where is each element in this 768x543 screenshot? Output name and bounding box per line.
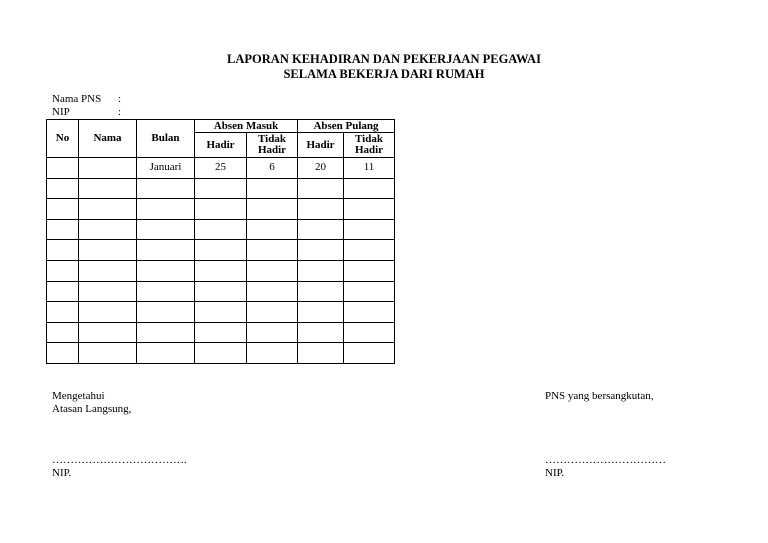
table-cell (195, 260, 247, 281)
header-nama: Nama (79, 120, 137, 158)
table-row (47, 199, 395, 220)
left-signature-dots: ………………………………. (52, 454, 187, 466)
table-cell (298, 178, 344, 199)
table-cell (344, 322, 395, 343)
attendance-table (46, 119, 395, 364)
nama-pns-colon: : (118, 93, 122, 105)
table-cell: 20 (298, 158, 344, 179)
table-cell (79, 322, 137, 343)
table-cell (79, 302, 137, 323)
table-cell (298, 260, 344, 281)
table-cell (137, 199, 195, 220)
table-cell (195, 199, 247, 220)
table-cell (344, 260, 395, 281)
table-cell (247, 219, 298, 240)
nama-pns-label: Nama PNS (52, 93, 102, 105)
table-cell (344, 240, 395, 261)
mengetahui-label: Mengetahui (52, 390, 105, 402)
signature-left-line (52, 454, 187, 480)
table-cell (79, 178, 137, 199)
table-row (47, 322, 395, 343)
table-cell (298, 240, 344, 261)
employee-info (52, 93, 121, 119)
table-cell: Januari (137, 158, 195, 179)
table-row (47, 178, 395, 199)
table-cell (79, 343, 137, 364)
table-cell (298, 302, 344, 323)
table-cell (247, 302, 298, 323)
header-masuk-hadir: Hadir (195, 133, 247, 158)
table-cell (137, 343, 195, 364)
table-cell (47, 158, 79, 179)
nama-pns-row (52, 93, 121, 106)
table-cell (298, 322, 344, 343)
signature-left (52, 390, 131, 416)
table-cell (47, 260, 79, 281)
table-cell (247, 281, 298, 302)
table-cell (298, 343, 344, 364)
table-cell (137, 302, 195, 323)
signature-right (545, 390, 653, 403)
table-cell (47, 302, 79, 323)
header-pulang-tidak-hadir: Tidak Hadir (344, 133, 395, 158)
table-cell (344, 178, 395, 199)
nip-row (52, 106, 121, 119)
table-cell (195, 281, 247, 302)
report-title (0, 52, 768, 82)
header-absen-masuk: Absen Masuk (195, 120, 298, 133)
table-cell (344, 343, 395, 364)
right-nip-label: NIP. (545, 467, 565, 479)
header-pulang-hadir: Hadir (298, 133, 344, 158)
table-cell (79, 199, 137, 220)
table-cell (137, 240, 195, 261)
table-cell (137, 281, 195, 302)
table-cell (298, 219, 344, 240)
title-line-1: LAPORAN KEHADIRAN DAN PEKERJAAN PEGAWAI (227, 52, 541, 66)
table-row (47, 219, 395, 240)
table-row (47, 240, 395, 261)
table-cell (195, 322, 247, 343)
table-cell (47, 281, 79, 302)
table-cell (344, 199, 395, 220)
header-no: No (47, 120, 79, 158)
table-cell (47, 178, 79, 199)
table-cell (137, 219, 195, 240)
table-cell (195, 240, 247, 261)
table-cell (137, 260, 195, 281)
table-cell (344, 281, 395, 302)
table-row (47, 302, 395, 323)
signature-right-line (545, 454, 666, 480)
attendance-table-body (47, 158, 395, 364)
nip-colon: : (118, 106, 122, 118)
table-row (47, 343, 395, 364)
nip-label: NIP (52, 106, 70, 118)
table-cell (79, 219, 137, 240)
table-cell (137, 178, 195, 199)
table-cell (298, 281, 344, 302)
table-row (47, 281, 395, 302)
header-absen-pulang: Absen Pulang (298, 120, 395, 133)
table-cell (344, 219, 395, 240)
table-cell (47, 322, 79, 343)
table-cell (247, 322, 298, 343)
table-cell (247, 240, 298, 261)
table-row (47, 260, 395, 281)
table-cell (137, 322, 195, 343)
table-cell (247, 199, 298, 220)
table-cell (79, 281, 137, 302)
title-line-2: SELAMA BEKERJA DARI RUMAH (283, 67, 485, 81)
table-cell (195, 178, 247, 199)
atasan-langsung-label: Atasan Langsung, (52, 403, 132, 415)
table-cell (344, 302, 395, 323)
table-cell (47, 343, 79, 364)
table-cell (47, 240, 79, 261)
right-signature-dots: …………………………… (545, 454, 666, 466)
table-cell (47, 199, 79, 220)
table-cell: 11 (344, 158, 395, 179)
table-cell (195, 219, 247, 240)
table-cell (247, 343, 298, 364)
table-cell: 6 (247, 158, 298, 179)
table-cell (79, 240, 137, 261)
left-nip-label: NIP. (52, 467, 72, 479)
table-cell (195, 302, 247, 323)
table-cell (79, 260, 137, 281)
table-cell (247, 260, 298, 281)
table-cell: 25 (195, 158, 247, 179)
table-cell (195, 343, 247, 364)
table-cell (79, 158, 137, 179)
pns-bersangkutan-label: PNS yang bersangkutan, (545, 390, 654, 402)
table-cell (47, 219, 79, 240)
table-cell (298, 199, 344, 220)
table-cell (247, 178, 298, 199)
table-row (47, 158, 395, 179)
header-bulan: Bulan (137, 120, 195, 158)
header-masuk-tidak-hadir: Tidak Hadir (247, 133, 298, 158)
